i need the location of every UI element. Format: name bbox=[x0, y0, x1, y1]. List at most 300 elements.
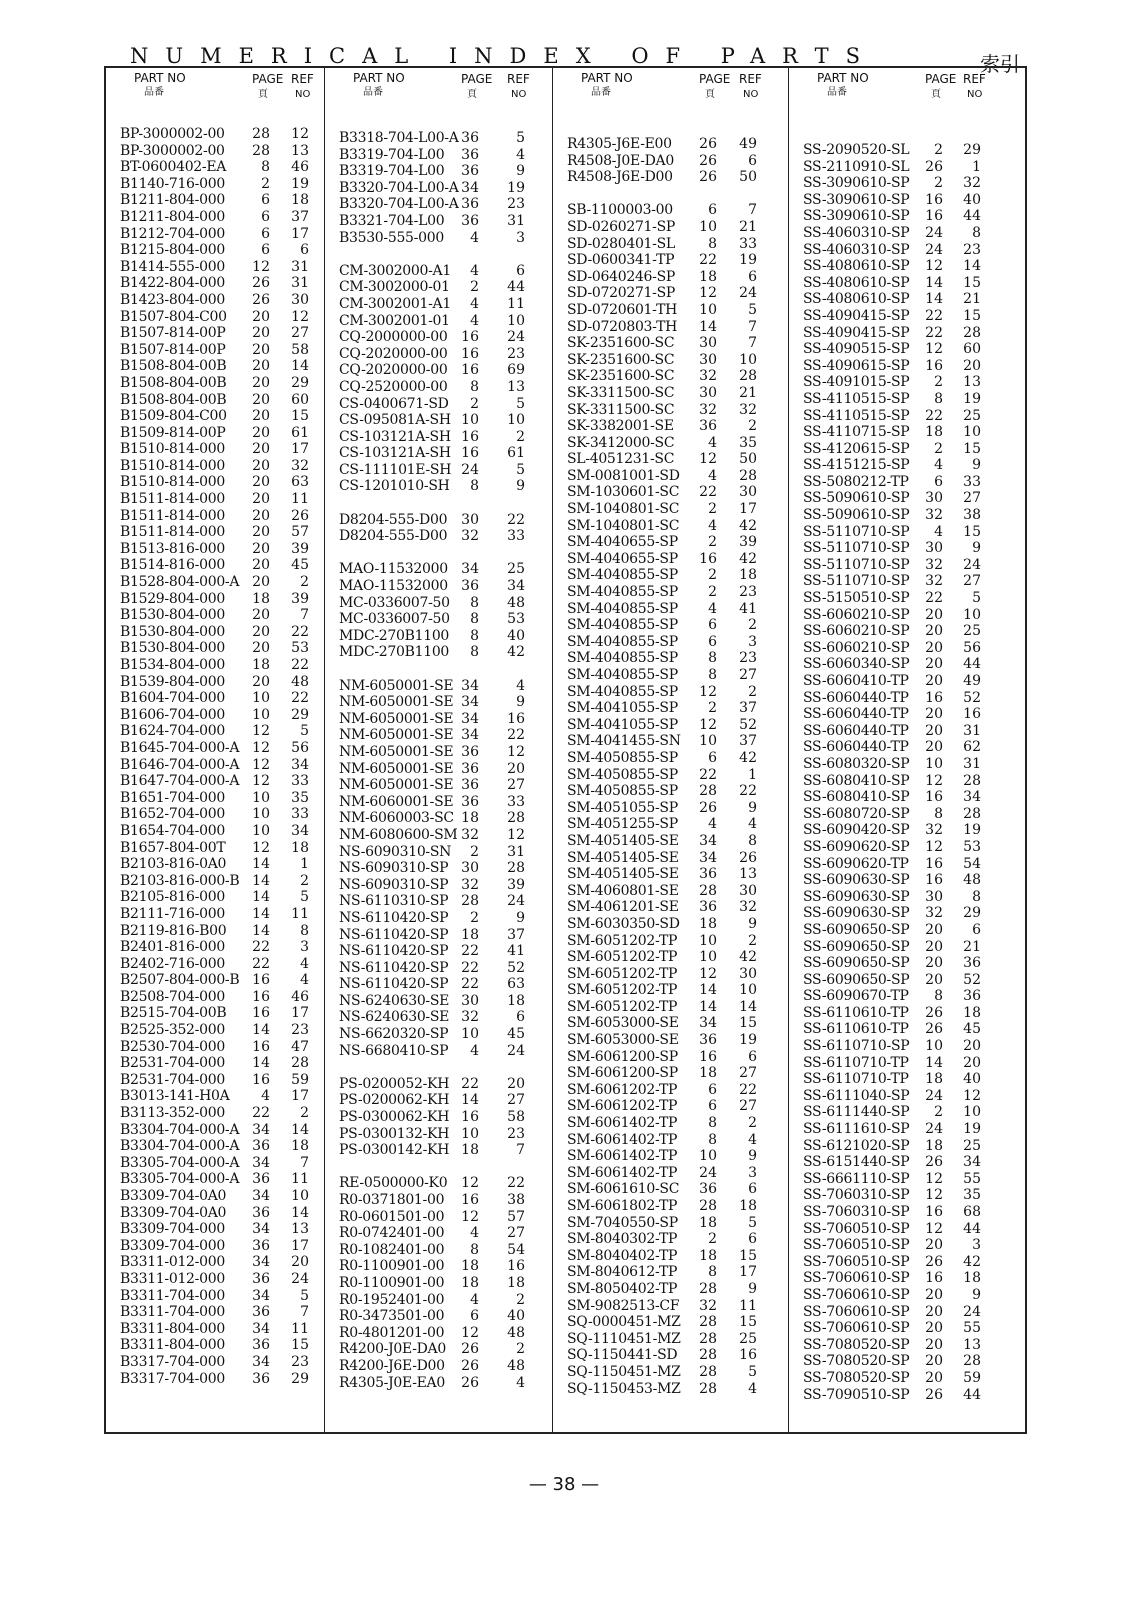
header-page: PAGE bbox=[461, 72, 493, 86]
table-row bbox=[120, 242, 320, 259]
ref-number: 53 bbox=[963, 838, 981, 855]
page-ref: 28 bbox=[461, 893, 479, 910]
part-number: SM-4040855-SP bbox=[567, 667, 678, 683]
page-ref: 18 bbox=[252, 590, 270, 607]
ref-number: 4 bbox=[516, 146, 525, 163]
table-row bbox=[567, 269, 785, 286]
table-row bbox=[120, 1271, 320, 1288]
ref-number: 29 bbox=[291, 374, 309, 391]
part-number: B1647-704-000-A bbox=[120, 773, 240, 790]
ref-number: 22 bbox=[507, 511, 525, 528]
group-spacer bbox=[339, 1059, 549, 1076]
ref-number: 23 bbox=[507, 345, 525, 362]
ref-number: 8 bbox=[972, 888, 981, 905]
part-number: B1528-804-000-A bbox=[120, 574, 240, 591]
ref-number: 68 bbox=[963, 1204, 981, 1220]
ref-number: 13 bbox=[291, 142, 309, 159]
page-ref: 6 bbox=[708, 617, 717, 634]
table-row bbox=[803, 524, 1022, 541]
ref-number: 11 bbox=[291, 1320, 309, 1337]
page-ref: 16 bbox=[461, 362, 479, 379]
ref-number: 6 bbox=[748, 152, 757, 169]
page-ref: 6 bbox=[708, 1098, 717, 1115]
header-ref-jp: NO bbox=[295, 89, 311, 100]
ref-number: 16 bbox=[739, 1347, 757, 1364]
page-ref: 20 bbox=[925, 971, 943, 988]
part-number: SM-6061402-TP bbox=[567, 1131, 678, 1148]
table-row bbox=[339, 993, 549, 1010]
page-ref: 36 bbox=[699, 1032, 717, 1049]
page-ref: 36 bbox=[699, 866, 717, 883]
table-row bbox=[567, 1198, 785, 1215]
part-number: SM-6053000-SE bbox=[567, 1015, 679, 1032]
table-row bbox=[120, 972, 320, 989]
page-ref: 6 bbox=[470, 1308, 479, 1325]
table-row bbox=[120, 790, 320, 807]
ref-number: 40 bbox=[507, 1308, 525, 1325]
table-row bbox=[339, 628, 549, 645]
part-number: B3304-704-000-A bbox=[120, 1138, 240, 1155]
part-number: B3311-012-000 bbox=[120, 1270, 225, 1287]
ref-number: 29 bbox=[291, 1370, 309, 1387]
page-number: — 38 — bbox=[528, 1474, 600, 1495]
page-ref: 34 bbox=[461, 710, 479, 727]
part-number: SS-6090420-SP bbox=[803, 822, 910, 839]
ref-number: 21 bbox=[739, 218, 757, 235]
part-number: B1606-704-000 bbox=[120, 706, 225, 723]
page-ref: 28 bbox=[699, 1363, 717, 1380]
table-row bbox=[120, 176, 320, 193]
page-ref: 20 bbox=[925, 673, 943, 689]
ref-number: 1 bbox=[748, 766, 757, 783]
header-page: PAGE bbox=[252, 72, 284, 86]
ref-number: 17 bbox=[291, 1005, 309, 1022]
ref-number: 10 bbox=[963, 606, 981, 623]
part-number: CS-103121A-SH bbox=[339, 445, 451, 462]
page-ref: 12 bbox=[699, 285, 717, 302]
page-ref: 28 bbox=[699, 783, 717, 800]
ref-number: 45 bbox=[963, 1021, 981, 1038]
ref-number: 42 bbox=[739, 550, 757, 567]
table-row bbox=[803, 1071, 1022, 1088]
page-ref: 26 bbox=[461, 1357, 479, 1374]
ref-number: 9 bbox=[516, 478, 525, 495]
table-row bbox=[803, 1387, 1022, 1404]
ref-number: 6 bbox=[748, 1231, 757, 1248]
ref-number: 5 bbox=[748, 1363, 757, 1380]
page-ref: 22 bbox=[461, 1075, 479, 1092]
part-number: SS-6060340-SP bbox=[803, 656, 910, 673]
part-number: SS-6110710-SP bbox=[803, 1038, 910, 1055]
page-ref: 2 bbox=[708, 501, 717, 518]
part-number: B1645-704-000-A bbox=[120, 739, 240, 756]
ref-number: 46 bbox=[291, 988, 309, 1005]
ref-number: 53 bbox=[507, 611, 525, 628]
page-ref: 36 bbox=[461, 196, 479, 213]
page-ref: 16 bbox=[252, 988, 270, 1005]
ref-number: 2 bbox=[748, 932, 757, 949]
page-ref: 34 bbox=[461, 561, 479, 578]
page-ref: 20 bbox=[925, 938, 943, 955]
header-part-no: PART NO bbox=[353, 71, 405, 85]
table-row bbox=[120, 392, 320, 409]
page-ref: 2 bbox=[470, 909, 479, 926]
table-row bbox=[803, 756, 1022, 773]
ref-number: 18 bbox=[291, 192, 309, 209]
part-number: B1530-804-000 bbox=[120, 623, 225, 640]
part-number: SD-0640246-SP bbox=[567, 268, 675, 285]
part-number: NS-6090310-SP bbox=[339, 860, 449, 877]
part-number: SL-4051231-SC bbox=[567, 451, 675, 468]
part-number: MAO-11532000 bbox=[339, 578, 448, 595]
table-row bbox=[567, 1364, 785, 1381]
page-ref: 20 bbox=[252, 540, 270, 557]
ref-number: 44 bbox=[963, 208, 981, 225]
page-ref: 8 bbox=[708, 650, 717, 667]
table-row bbox=[339, 147, 549, 164]
page-ref: 22 bbox=[461, 943, 479, 960]
ref-number: 24 bbox=[507, 329, 525, 346]
ref-number: 2 bbox=[300, 1105, 309, 1122]
part-number: B3319-704-L00 bbox=[339, 146, 445, 163]
part-number: B2531-704-000 bbox=[120, 1055, 225, 1072]
ref-number: 14 bbox=[291, 1204, 309, 1221]
part-number: SS-5110710-SP bbox=[803, 523, 910, 540]
page-ref: 12 bbox=[252, 756, 270, 773]
part-number: B3309-704-000 bbox=[120, 1221, 225, 1238]
table-row bbox=[803, 225, 1022, 242]
page-ref: 30 bbox=[699, 384, 717, 401]
table-row bbox=[339, 379, 549, 396]
ref-number: 24 bbox=[291, 1270, 309, 1287]
page-ref: 20 bbox=[252, 424, 270, 441]
part-number: SM-6061610-SC bbox=[567, 1181, 680, 1198]
page-ref: 10 bbox=[461, 1125, 479, 1142]
ref-number: 2 bbox=[516, 428, 525, 445]
table-row bbox=[803, 1138, 1022, 1155]
part-number: NS-6110420-SP bbox=[339, 926, 449, 943]
ref-number: 39 bbox=[291, 540, 309, 557]
table-row bbox=[339, 1092, 549, 1109]
ref-number: 6 bbox=[300, 242, 309, 259]
page-ref: 8 bbox=[470, 478, 479, 495]
table-row bbox=[120, 1039, 320, 1056]
ref-number: 27 bbox=[963, 573, 981, 590]
part-number: B3113-352-000 bbox=[120, 1105, 225, 1122]
page-ref: 20 bbox=[925, 656, 943, 673]
table-row bbox=[339, 844, 549, 861]
ref-number: 34 bbox=[291, 756, 309, 773]
ref-number: 6 bbox=[748, 1048, 757, 1065]
part-number: CM-3002001-A1 bbox=[339, 295, 451, 312]
ref-number: 2 bbox=[748, 1115, 757, 1132]
table-row bbox=[803, 1005, 1022, 1022]
ref-number: 13 bbox=[963, 374, 981, 391]
ref-number: 3 bbox=[300, 939, 309, 956]
table-row bbox=[339, 744, 549, 761]
ref-number: 14 bbox=[963, 258, 981, 275]
part-number: SS-6121020-SP bbox=[803, 1137, 910, 1154]
table-row bbox=[120, 624, 320, 641]
header-part-no: PART NO bbox=[134, 71, 186, 85]
table-row bbox=[339, 1126, 549, 1143]
part-number: SS-6090630-SP bbox=[803, 905, 910, 922]
table-row bbox=[339, 196, 549, 213]
page-ref: 20 bbox=[252, 673, 270, 690]
ref-number: 12 bbox=[291, 126, 309, 142]
part-number: SM-1040801-SC bbox=[567, 517, 680, 534]
page-ref: 28 bbox=[699, 1347, 717, 1364]
page-ref: 18 bbox=[699, 1214, 717, 1231]
page-ref: 6 bbox=[708, 749, 717, 766]
ref-number: 33 bbox=[507, 793, 525, 810]
page-ref: 22 bbox=[925, 307, 943, 324]
ref-number: 5 bbox=[516, 461, 525, 478]
ref-number: 36 bbox=[963, 988, 981, 1005]
part-number: B2105-816-000 bbox=[120, 889, 225, 906]
page-ref: 32 bbox=[461, 1009, 479, 1026]
ref-number: 50 bbox=[739, 169, 757, 186]
part-number: SS-4090415-SP bbox=[803, 324, 910, 341]
page-ref: 4 bbox=[470, 295, 479, 312]
part-number: B1211-804-000 bbox=[120, 192, 225, 209]
part-number: SM-1030601-SC bbox=[567, 484, 680, 501]
table-row bbox=[339, 313, 549, 330]
page-ref: 4 bbox=[470, 312, 479, 329]
part-number: NS-6090310-SN bbox=[339, 843, 452, 860]
table-row bbox=[567, 833, 785, 850]
part-number: B3311-704-000 bbox=[120, 1304, 225, 1321]
page-ref: 12 bbox=[925, 341, 943, 358]
table-row bbox=[120, 1221, 320, 1238]
part-number: CS-103121A-SH bbox=[339, 428, 451, 445]
part-number: SS-6060440-TP bbox=[803, 739, 909, 756]
part-number: R0-3473501-00 bbox=[339, 1308, 445, 1325]
part-number: SM-4040855-SP bbox=[567, 600, 678, 617]
page-ref: 4 bbox=[261, 1088, 270, 1105]
part-number: NM-6050001-SE bbox=[339, 727, 454, 744]
page-ref: 24 bbox=[925, 241, 943, 258]
header-part-no: PART NO bbox=[817, 71, 869, 85]
part-number: D8204-555-D00 bbox=[339, 511, 448, 528]
part-number: B3319-704-L00 bbox=[339, 163, 445, 180]
table-row bbox=[120, 1254, 320, 1271]
page-ref: 16 bbox=[461, 1192, 479, 1208]
part-number: SS-4151215-SP bbox=[803, 457, 910, 474]
index-rows bbox=[339, 130, 549, 1391]
table-row bbox=[120, 856, 320, 873]
part-number: B2119-816-B00 bbox=[120, 922, 227, 939]
part-number: B1212-704-000 bbox=[120, 225, 225, 242]
page-ref: 12 bbox=[699, 451, 717, 468]
part-number: SM-6061202-TP bbox=[567, 1081, 678, 1098]
part-number: CM-3002000-01 bbox=[339, 279, 450, 296]
ref-number: 20 bbox=[507, 760, 525, 777]
ref-number: 34 bbox=[963, 1154, 981, 1171]
ref-number: 20 bbox=[963, 1038, 981, 1055]
page-ref: 30 bbox=[461, 992, 479, 1009]
page-ref: 10 bbox=[699, 1148, 717, 1165]
table-row bbox=[339, 976, 549, 993]
table-row bbox=[120, 159, 320, 176]
part-number: B1510-814-000 bbox=[120, 457, 225, 474]
ref-number: 15 bbox=[963, 523, 981, 540]
ref-number: 18 bbox=[739, 1198, 757, 1214]
table-row bbox=[803, 905, 1022, 922]
page-ref: 22 bbox=[699, 252, 717, 269]
page-ref: 16 bbox=[925, 872, 943, 889]
ref-number: 13 bbox=[739, 866, 757, 883]
table-row bbox=[803, 573, 1022, 590]
page-ref: 8 bbox=[934, 805, 943, 822]
table-row bbox=[567, 352, 785, 369]
table-row bbox=[567, 733, 785, 750]
page-ref: 14 bbox=[925, 274, 943, 291]
part-number: B1211-804-000 bbox=[120, 208, 225, 225]
ref-number: 4 bbox=[516, 677, 525, 694]
page-ref: 6 bbox=[261, 242, 270, 259]
ref-number: 30 bbox=[291, 291, 309, 308]
ref-number: 19 bbox=[739, 252, 757, 269]
part-number: B3321-704-L00 bbox=[339, 212, 445, 229]
header-ref: REF bbox=[291, 72, 314, 86]
table-row bbox=[567, 783, 785, 800]
part-number: SS-6110610-TP bbox=[803, 1004, 909, 1021]
page-ref: 36 bbox=[252, 1204, 270, 1221]
page-ref: 20 bbox=[925, 639, 943, 656]
ref-number: 2 bbox=[748, 683, 757, 700]
table-row bbox=[803, 507, 1022, 524]
part-number: B2508-704-000 bbox=[120, 988, 225, 1005]
page-ref: 34 bbox=[699, 849, 717, 866]
page-ref: 28 bbox=[699, 882, 717, 899]
table-row bbox=[567, 385, 785, 402]
page-ref: 36 bbox=[461, 163, 479, 180]
part-number: SS-6110710-TP bbox=[803, 1054, 909, 1071]
part-number: SK-2351600-SC bbox=[567, 335, 675, 352]
table-row bbox=[567, 750, 785, 767]
table-row bbox=[339, 910, 549, 927]
part-number: R0-0742401-00 bbox=[339, 1225, 445, 1242]
page-ref: 6 bbox=[934, 473, 943, 490]
part-number: SS-7060610-SP bbox=[803, 1320, 910, 1337]
ref-number: 4 bbox=[516, 1374, 525, 1391]
table-row bbox=[803, 972, 1022, 989]
ref-number: 40 bbox=[963, 1071, 981, 1088]
part-number: B2103-816-0A0 bbox=[120, 856, 227, 873]
table-row bbox=[339, 1009, 549, 1026]
part-number: SK-3311500-SC bbox=[567, 401, 675, 418]
ref-number: 50 bbox=[739, 451, 757, 468]
part-number: B1511-814-000 bbox=[120, 524, 225, 541]
part-number: SM-4050855-SP bbox=[567, 749, 678, 766]
table-row bbox=[567, 601, 785, 618]
ref-number: 2 bbox=[300, 574, 309, 591]
ref-number: 21 bbox=[963, 291, 981, 308]
table-row bbox=[339, 810, 549, 827]
part-number: B2103-816-000-B bbox=[120, 872, 240, 889]
page-ref: 4 bbox=[708, 434, 717, 451]
part-number: SS-4080610-SP bbox=[803, 274, 910, 291]
part-number: SK-3382001-SE bbox=[567, 418, 674, 435]
page-ref: 16 bbox=[925, 689, 943, 706]
ref-number: 10 bbox=[963, 424, 981, 441]
page-ref: 8 bbox=[470, 611, 479, 628]
table-row bbox=[339, 694, 549, 711]
part-number: SS-6080320-SP bbox=[803, 755, 910, 772]
page-ref: 18 bbox=[461, 1258, 479, 1275]
page-ref: 22 bbox=[925, 590, 943, 607]
table-row bbox=[567, 302, 785, 319]
page-ref: 8 bbox=[708, 1264, 717, 1281]
table-row bbox=[567, 1032, 785, 1049]
part-number: SM-8050402-TP bbox=[567, 1280, 678, 1297]
ref-number: 18 bbox=[963, 1270, 981, 1287]
part-number: SS-6090650-SP bbox=[803, 921, 910, 938]
page-ref: 8 bbox=[708, 1131, 717, 1148]
ref-number: 52 bbox=[963, 971, 981, 988]
page-ref: 14 bbox=[252, 856, 270, 873]
table-row bbox=[803, 258, 1022, 275]
table-row bbox=[120, 275, 320, 292]
table-row bbox=[567, 1132, 785, 1149]
table-row bbox=[567, 418, 785, 435]
table-row bbox=[567, 866, 785, 883]
page-ref: 16 bbox=[461, 329, 479, 346]
page-ref: 8 bbox=[708, 667, 717, 683]
page-ref: 20 bbox=[252, 623, 270, 640]
part-number: B1604-704-000 bbox=[120, 690, 225, 707]
page-ref: 30 bbox=[699, 335, 717, 352]
part-number: B1414-555-000 bbox=[120, 258, 225, 275]
table-row bbox=[803, 1104, 1022, 1121]
part-number: SM-0081001-SD bbox=[567, 467, 680, 484]
page-ref: 10 bbox=[699, 733, 717, 750]
part-number: B2525-352-000 bbox=[120, 1022, 225, 1039]
group-spacer bbox=[339, 1159, 549, 1176]
page-ref: 16 bbox=[461, 445, 479, 462]
part-number: SM-6051202-TP bbox=[567, 965, 678, 982]
ref-number: 31 bbox=[291, 275, 309, 292]
ref-number: 44 bbox=[963, 1386, 981, 1403]
ref-number: 22 bbox=[739, 783, 757, 800]
page-ref: 18 bbox=[461, 926, 479, 943]
part-number: BP-3000002-00 bbox=[120, 126, 225, 142]
table-row bbox=[339, 1292, 549, 1309]
ref-number: 24 bbox=[507, 1042, 525, 1059]
table-row bbox=[803, 1221, 1022, 1238]
table-row bbox=[120, 1337, 320, 1354]
table-row bbox=[803, 1237, 1022, 1254]
ref-number: 5 bbox=[972, 590, 981, 607]
ref-number: 9 bbox=[748, 1280, 757, 1297]
table-row bbox=[339, 279, 549, 296]
part-number: SK-3311500-SC bbox=[567, 384, 675, 401]
ref-number: 59 bbox=[963, 1369, 981, 1386]
ref-number: 48 bbox=[507, 1357, 525, 1374]
table-row bbox=[339, 130, 549, 147]
ref-number: 25 bbox=[507, 561, 525, 578]
table-row bbox=[339, 1275, 549, 1292]
part-number: B3317-704-000 bbox=[120, 1370, 225, 1387]
part-number: SM-6061200-SP bbox=[567, 1048, 678, 1065]
page-ref: 8 bbox=[470, 627, 479, 644]
table-row bbox=[567, 1281, 785, 1298]
ref-number: 2 bbox=[748, 418, 757, 435]
page-ref: 18 bbox=[699, 1247, 717, 1264]
ref-number: 23 bbox=[507, 196, 525, 213]
header-page-jp: 頁 bbox=[931, 89, 941, 100]
